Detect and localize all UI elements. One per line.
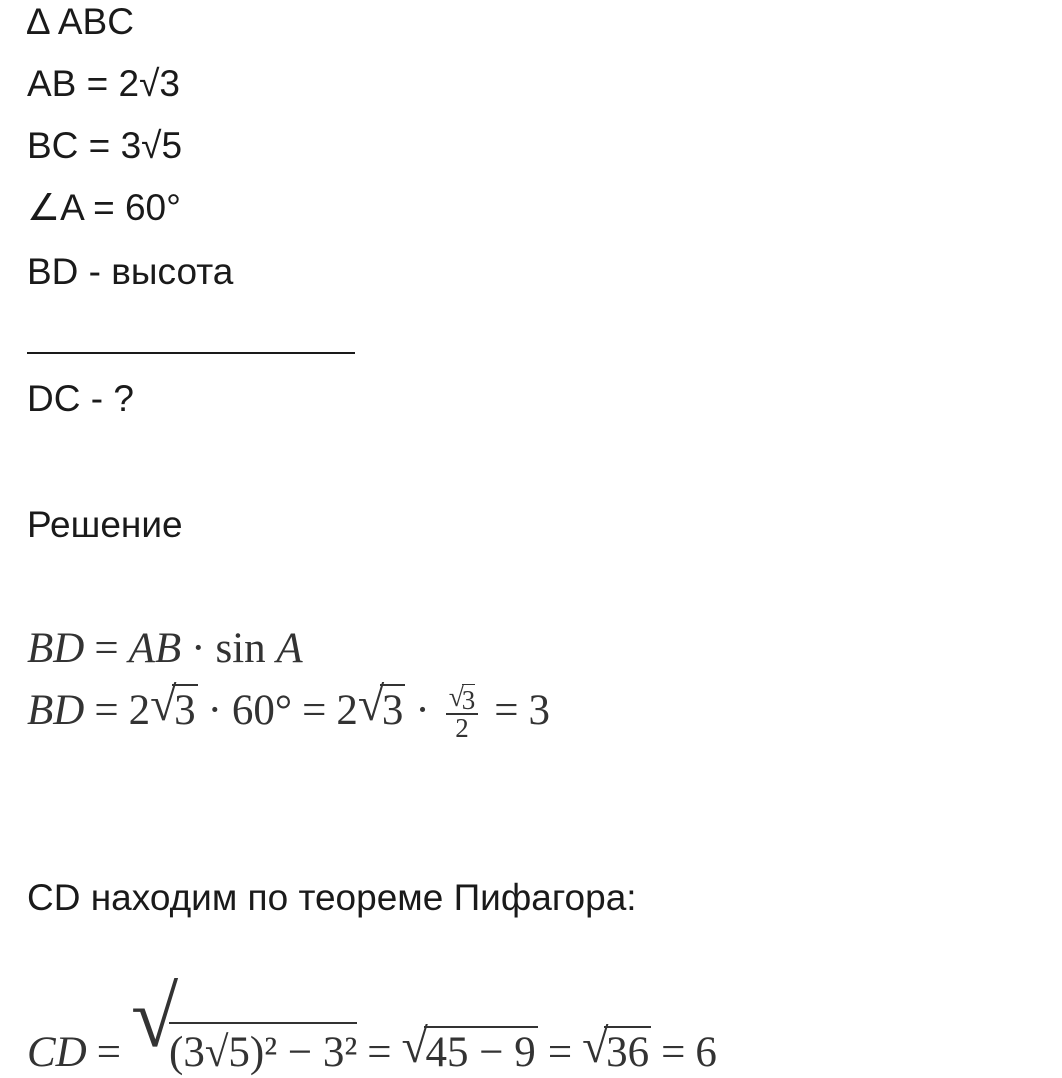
formula2-eq3: = bbox=[494, 687, 519, 734]
formula-bd-calculation bbox=[27, 678, 550, 744]
formula3-eq2: = bbox=[367, 1029, 392, 1076]
given-triangle: ∆ ABC bbox=[27, 1, 134, 42]
formula2-result: 3 bbox=[528, 687, 550, 734]
given-ab: AB = 2√3 bbox=[27, 63, 180, 104]
formula2-two-b: 2 bbox=[336, 687, 358, 734]
given-bd: BD - высота bbox=[27, 251, 234, 292]
formula3-result: 6 bbox=[695, 1029, 717, 1076]
solution-heading: Решение bbox=[27, 504, 183, 545]
formula1-dot: · bbox=[191, 625, 206, 672]
formula3-eq4: = bbox=[661, 1029, 686, 1076]
formula2-eq2: = bbox=[302, 687, 327, 734]
sqrt-pythagoras: √ (3√5)² − 3² bbox=[131, 969, 358, 1076]
divider-line bbox=[27, 352, 355, 354]
formula2-dot2: · bbox=[415, 687, 430, 734]
formula3-eq3: = bbox=[547, 1029, 573, 1076]
formula1-a: A bbox=[276, 625, 303, 672]
sqrt-three-b: √ 3 bbox=[357, 678, 404, 734]
sqrt-36: √ 36 bbox=[582, 1020, 650, 1076]
formula2-eq: = bbox=[94, 687, 119, 734]
fraction-sqrt3-over-2: √ 3 2 bbox=[446, 687, 479, 741]
sqrt-three-a: √ 3 bbox=[150, 678, 196, 734]
formula-bd-definition bbox=[27, 624, 303, 674]
formula1-sin: sin bbox=[215, 625, 266, 672]
formula-cd-calculation bbox=[27, 969, 717, 1078]
find-dc: DC - ? bbox=[27, 378, 134, 419]
sqrt-45-minus-9: √ 45 − 9 bbox=[401, 1020, 536, 1076]
formula1-eq: = bbox=[94, 625, 119, 672]
formula2-two: 2 bbox=[128, 687, 151, 734]
formula1-lhs: BD bbox=[27, 625, 85, 672]
given-bc: BC = 3√5 bbox=[27, 125, 183, 166]
formula3-eq: = bbox=[96, 1029, 121, 1076]
pythagoras-text: CD находим по теореме Пифагора: bbox=[27, 877, 637, 918]
given-angle: ∠A = 60° bbox=[27, 187, 181, 228]
formula3-lhs: CD bbox=[27, 1029, 87, 1076]
formula2-deg: 60° bbox=[231, 687, 293, 734]
formula2-lhs: BD bbox=[27, 687, 85, 734]
formula2-dot: · bbox=[207, 687, 222, 734]
formula1-ab: AB bbox=[128, 625, 182, 672]
